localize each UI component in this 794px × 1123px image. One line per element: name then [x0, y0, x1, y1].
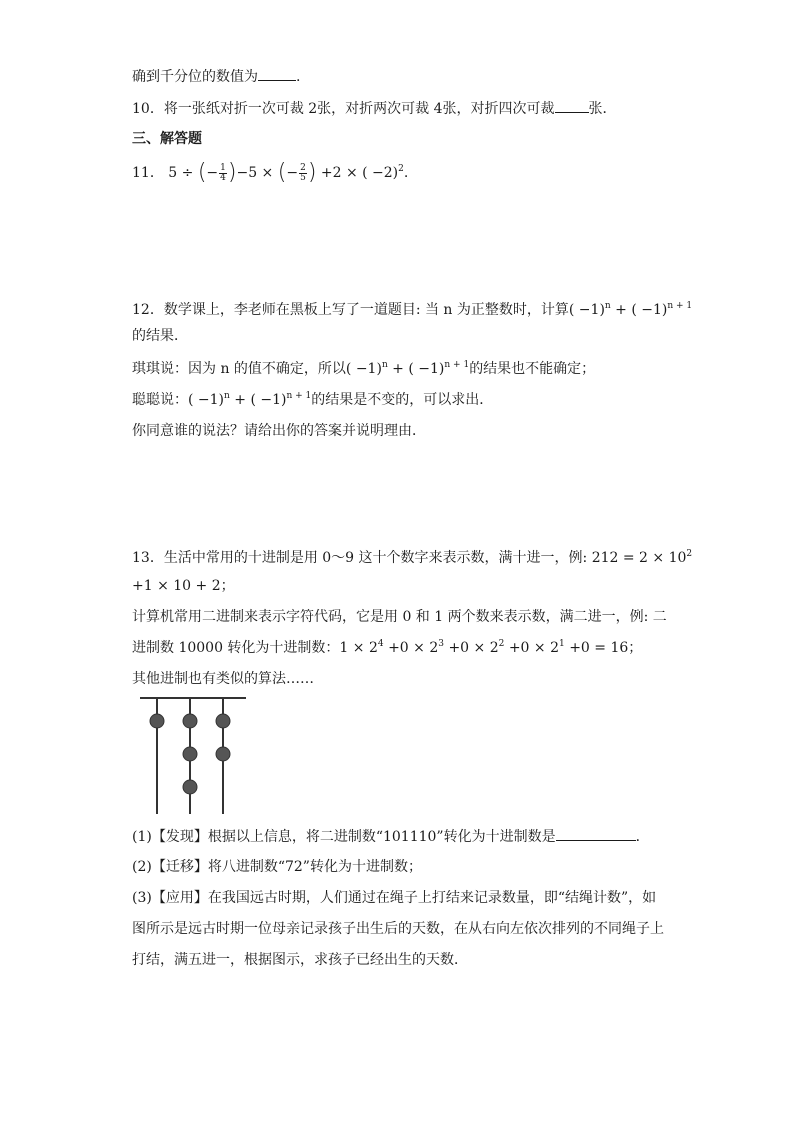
q12-text: 12．数学课上，李老师在黑板上写了一道题目: 当 n 为正整数时，计算( −1): [132, 302, 605, 318]
minus-sign: −: [286, 165, 299, 181]
exponent: n + 1: [286, 391, 312, 401]
fraction-two-fifths: $\frac{2}{5}$: [300, 162, 306, 183]
left-paren: (: [197, 160, 207, 185]
period: ．: [635, 829, 650, 845]
exponent: n: [604, 301, 611, 311]
q13-part-1: [132, 826, 650, 847]
question-12-line-2: 的结果．: [132, 328, 188, 344]
exponent: n: [381, 360, 388, 370]
congcong-statement: [132, 390, 493, 410]
left-paren: (: [277, 160, 287, 185]
question-13-line-4: [132, 638, 642, 658]
congcong-text: 聪聪说：( −1): [132, 392, 225, 408]
continued-question-line: [132, 66, 300, 87]
exponent: 3: [438, 639, 444, 649]
qiqi-text: 琪琪说：因为 n 的值不确定，所以( −1): [132, 361, 382, 377]
exponent: 2: [686, 549, 693, 559]
knots-group: [150, 714, 230, 794]
exponent: 1: [559, 639, 565, 649]
q13-text: +0 × 2: [383, 640, 439, 656]
q13-part-2: (2)【迁移】将八进制数“72”转化为十进制数；: [132, 859, 422, 875]
q11-mid: −5 ×: [236, 165, 274, 181]
qiqi-statement: [132, 359, 595, 379]
q13-part-3-line-2: 图所示是远古时期一位母亲记录孩子出生后的天数，在从右向左依次排列的不同绳子上: [132, 921, 664, 937]
question-13-line-5: 其他进制也有类似的算法……: [132, 671, 314, 687]
minus-sign: −: [206, 165, 219, 181]
knot: [216, 747, 230, 761]
question-13-line-3: 计算机常用二进制来表示字符代码，它是用 0 和 1 两个数来表示数，满二进一，例: 二: [132, 609, 667, 625]
knot: [216, 714, 230, 728]
knot: [183, 714, 197, 728]
exponent: 2: [498, 639, 505, 649]
q10-text: 10．将一张纸对折一次可裁 2张，对折两次可裁 4张，对折四次可裁: [132, 101, 555, 117]
q13-text: 进制数 10000 转化为十进制数：1 × 2: [132, 640, 378, 656]
question-12-prompt: 你同意谁的说法？请给出你的答案并说明理由．: [132, 423, 426, 439]
question-11: [132, 160, 409, 185]
answer-blank: [258, 66, 296, 81]
q11-tail: +2 × ( −2): [320, 165, 399, 181]
exponent: 2: [398, 164, 404, 174]
question-12-line-1: [132, 300, 692, 320]
congcong-text: + ( −1): [229, 392, 287, 408]
period: .: [296, 69, 301, 85]
answer-blank: [555, 98, 589, 113]
question-13-line-1: [132, 548, 692, 568]
q9-tail-text: 确到千分位的数值为: [132, 69, 258, 85]
exponent: n + 1: [667, 301, 693, 311]
q12-text: + ( −1): [610, 302, 668, 318]
q13-part-3-line-3: 打结，满五进一，根据图示，求孩子已经出生的天数．: [132, 952, 468, 968]
question-10: [132, 98, 617, 119]
fraction-one-quarter: $\frac{1}{4}$: [220, 162, 226, 183]
knot: [183, 780, 197, 794]
q13-text: 13．生活中常用的十进制是用 0～9 这十个数字来表示数，满十进一，例: 212 = 2 × 10: [132, 550, 687, 566]
q13-text: +0 = 16；: [564, 640, 643, 656]
q13-part1-text: (1)【发现】根据以上信息，将二进制数“101110”转化为十进制数是: [132, 829, 556, 845]
right-paren: ): [227, 160, 237, 185]
question-13-line-2: +1 × 10 + 2；: [132, 578, 235, 594]
q13-part-3-line-1: (3)【应用】在我国远古时期，人们通过在绳子上打结来记录数量，即“结绳计数”，如: [132, 890, 657, 906]
exponent: n + 1: [444, 360, 470, 370]
answer-blank: [556, 826, 636, 841]
right-paren: ): [307, 160, 317, 185]
knot: [150, 714, 164, 728]
congcong-text: 的结果是不变的，可以求出．: [311, 392, 494, 408]
section-heading-solve: 三、解答题: [132, 131, 202, 147]
qiqi-text: 的结果也不能确定；: [469, 361, 596, 377]
exponent: n: [224, 391, 230, 401]
period: .: [403, 165, 409, 181]
exponent: 4: [377, 639, 384, 649]
q11-prefix: 11． 5 ÷: [132, 165, 194, 181]
qiqi-text: + ( −1): [387, 361, 445, 377]
knot-counting-figure: [140, 696, 250, 816]
q13-text: +0 × 2: [504, 640, 560, 656]
q13-text: +0 × 2: [444, 640, 499, 656]
q10-end: 张．: [588, 101, 617, 117]
knot: [183, 747, 197, 761]
